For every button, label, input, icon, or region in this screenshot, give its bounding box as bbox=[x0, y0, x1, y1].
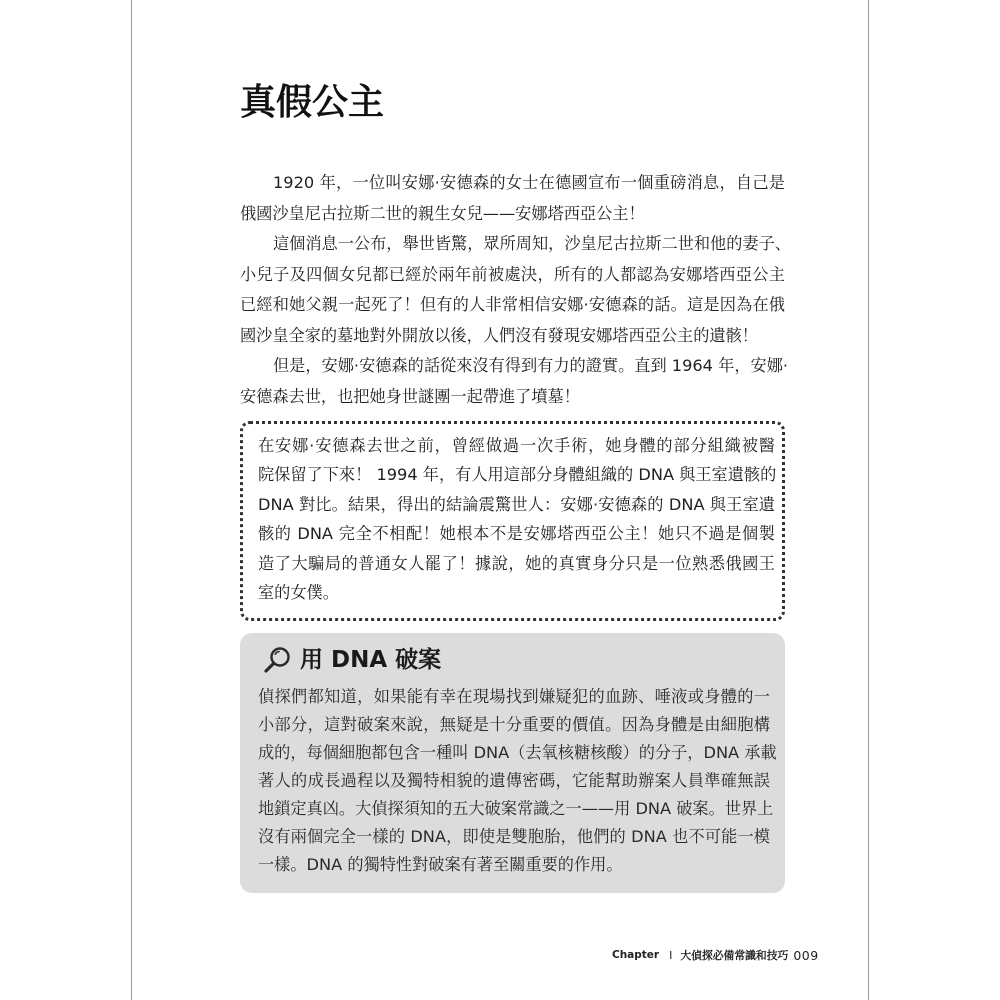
page-footer bbox=[612, 946, 819, 964]
article-body bbox=[240, 168, 791, 412]
info-line: 一樣。DNA 的獨特性對破案有著至關重要的作用。 bbox=[258, 855, 623, 874]
body-line: 1920 年，一位叫安娜·安德森的女士在德國宣布一個重磅消息，自己是 bbox=[273, 173, 785, 192]
note-line: 室的女僕。 bbox=[258, 582, 339, 602]
magnifier-icon bbox=[262, 645, 292, 675]
note-line: DNA 對比。結果，得出的結論震驚世人：安娜·安德森的 DNA 與王室遺 bbox=[258, 494, 775, 514]
note-line: 院保留了下來！ 1994 年，有人用這部分身體組織的 DNA 與王室遺骸的 bbox=[258, 465, 777, 485]
chapter-label: Chapter bbox=[612, 949, 660, 961]
note-line: 在安娜·安德森去世之前，曾經做過一次手術，她身體的部分組織被醫 bbox=[258, 436, 775, 455]
info-line: 沒有兩個完全一樣的 DNA，即使是雙胞胎，他們的 DNA 也不可能一模 bbox=[258, 827, 770, 846]
chapter-title: 大偵探必備常識和技巧 bbox=[680, 948, 789, 962]
dotted-note-box bbox=[240, 421, 785, 621]
info-line: 地鎖定真凶。大偵探須知的五大破案常識之一——用 DNA 破案。世界上 bbox=[258, 799, 774, 818]
info-line: 小部分，這對破案來說，無疑是十分重要的價值。因為身體是由細胞構 bbox=[258, 715, 770, 734]
info-box-body bbox=[258, 683, 777, 879]
info-line: 偵探們都知道，如果能有幸在現場找到嫌疑犯的血跡、唾液或身體的一 bbox=[258, 687, 770, 706]
body-line: 俄國沙皇尼古拉斯二世的親生女兒——安娜塔西亞公主！ bbox=[240, 203, 645, 223]
body-line: 國沙皇全家的墓地對外開放以後，人們沒有發現安娜塔西亞公主的遺骸！ bbox=[240, 325, 758, 345]
note-line: 造了大騙局的普通女人罷了！據說，她的真實身分只是一位熟悉俄國王 bbox=[258, 553, 775, 573]
body-line: 這個消息一公布，舉世皆驚，眾所周知，沙皇尼古拉斯二世和他的妻子、 bbox=[273, 234, 791, 253]
chapter-number: I bbox=[669, 948, 673, 962]
body-line: 但是，安娜·安德森的話從來沒有得到有力的證實。直到 1964 年，安娜· bbox=[273, 356, 789, 375]
note-line: 骸的 DNA 完全不相配！她根本不是安娜塔西亞公主！她只不過是個製 bbox=[258, 524, 775, 544]
info-line: 成的，每個細胞都包含一種叫 DNA（去氧核糖核酸）的分子，DNA 承載 bbox=[258, 743, 777, 762]
info-line: 著人的成長過程以及獨特相貌的遺傳密碼，它能幫助辦案人員準確無誤 bbox=[258, 771, 770, 790]
dna-info-box bbox=[240, 633, 785, 893]
body-line: 安德森去世，也把她身世謎團一起帶進了墳墓！ bbox=[240, 386, 580, 406]
page-title: 真假公主 bbox=[240, 82, 385, 123]
body-line: 已經和她父親一起死了！但有的人非常相信安娜·安德森的話。這是因為在俄 bbox=[240, 295, 785, 314]
body-line: 小兒子及四個女兒都已經於兩年前被處決，所有的人都認為安娜塔西亞公主 bbox=[240, 264, 785, 284]
page-number: 009 bbox=[793, 947, 819, 963]
info-box-header bbox=[262, 645, 441, 675]
info-box-heading: 用 DNA 破案 bbox=[300, 647, 442, 673]
